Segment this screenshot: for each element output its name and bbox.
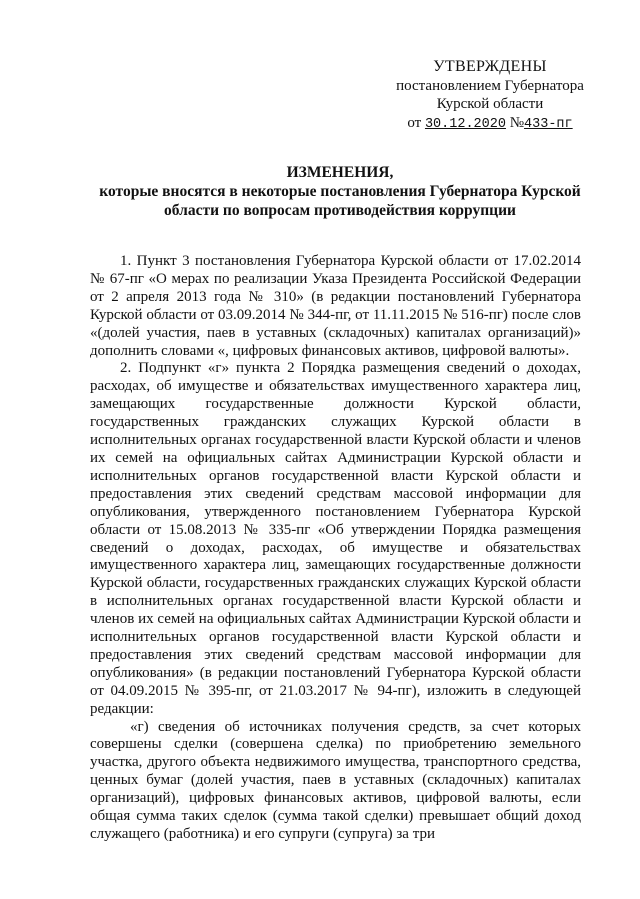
title-subheading: которые вносятся в некоторые постановления Губернатора Курской области по вопросам противодействия коррупции (99, 183, 581, 219)
paragraph-1: 1. Пункт 3 постановления Губернатора Курской области от 17.02.2014 № 67-пг «О мерах по реализации Указа Президента Российской Федерации от 2 апреля 2013 года № 310» (в редакции постановлений Губернатора Курской области от 03.09.2014 № 344-пг, от 11.11.2015 № 516-пг) после слов «(долей участия, паев в уставных (складочных) капиталах организаций)» дополнить словами «, цифровых финансовых активов, цифровой валюты». (90, 253, 581, 359)
document-body (90, 253, 581, 844)
approval-line-1: постановлением Губернатора (396, 77, 584, 94)
approval-number-line (370, 114, 610, 135)
approval-block (370, 58, 610, 134)
paragraph-2: 2. Подпункт «г» пункта 2 Порядка размещения сведений о доходах, расходах, об имуществе и обязательствах имущественного характера лиц, замещающих государственные должности Курской области, государственных гражданских служащих Курской области в исполнительных органах государственной власти Курской области и членов их семей на официальных сайтах Администрации Курской области и исполнительных органов государственной власти Курской области и предоставления этих сведений средствам массовой информации для опубликования, утвержденного постановлением Губернатора Курской области от 15.08.2013 № 335-пг «Об утверждении Порядка размещения сведений о доходах, расходах, об имуществе и обязательствах имущественного характера лиц, замещающих государственные должности Курской области, государственных гражданских служащих Курской области в исполнительных органах государственной власти Курской области и членов их семей на официальных сайтах Администрации Курской области и исполнительных органов государственной власти Курской области и предоставления этих сведений средствам массовой информации для опубликования» (в редакции постановлений Губернатора Курской области от 04.09.2015 № 395-пг, от 21.03.2017 № 94-пг), изложить в следующей редакции: (90, 360, 581, 717)
approval-line-2: Курской области (436, 96, 544, 112)
approval-heading: УТВЕРЖДЕНЫ (433, 58, 547, 75)
approval-prefix: от (407, 114, 422, 131)
paragraph-3-quote: «г) сведения об источниках получения средств, за счет которых совершены сделки (совершена сделка) по приобретению земельного участка, другого объекта недвижимого имущества, транспортного средства, ценных бумаг (долей участия, паев в уставных (складочных) капиталах организаций), цифровых финансовых активов, цифровой валюты, если общая сумма таких сделок (сумма такой сделки) превышает общий доход служащего (работника) и его супруги (супруга) за три (90, 718, 581, 842)
approval-date: 30.12.2020 (424, 116, 506, 132)
approval-number-sign: № (509, 114, 525, 131)
title-heading: ИЗМЕНЕНИЯ, (286, 164, 394, 181)
document-title (90, 163, 590, 220)
approval-number: 433-пг (524, 116, 573, 132)
